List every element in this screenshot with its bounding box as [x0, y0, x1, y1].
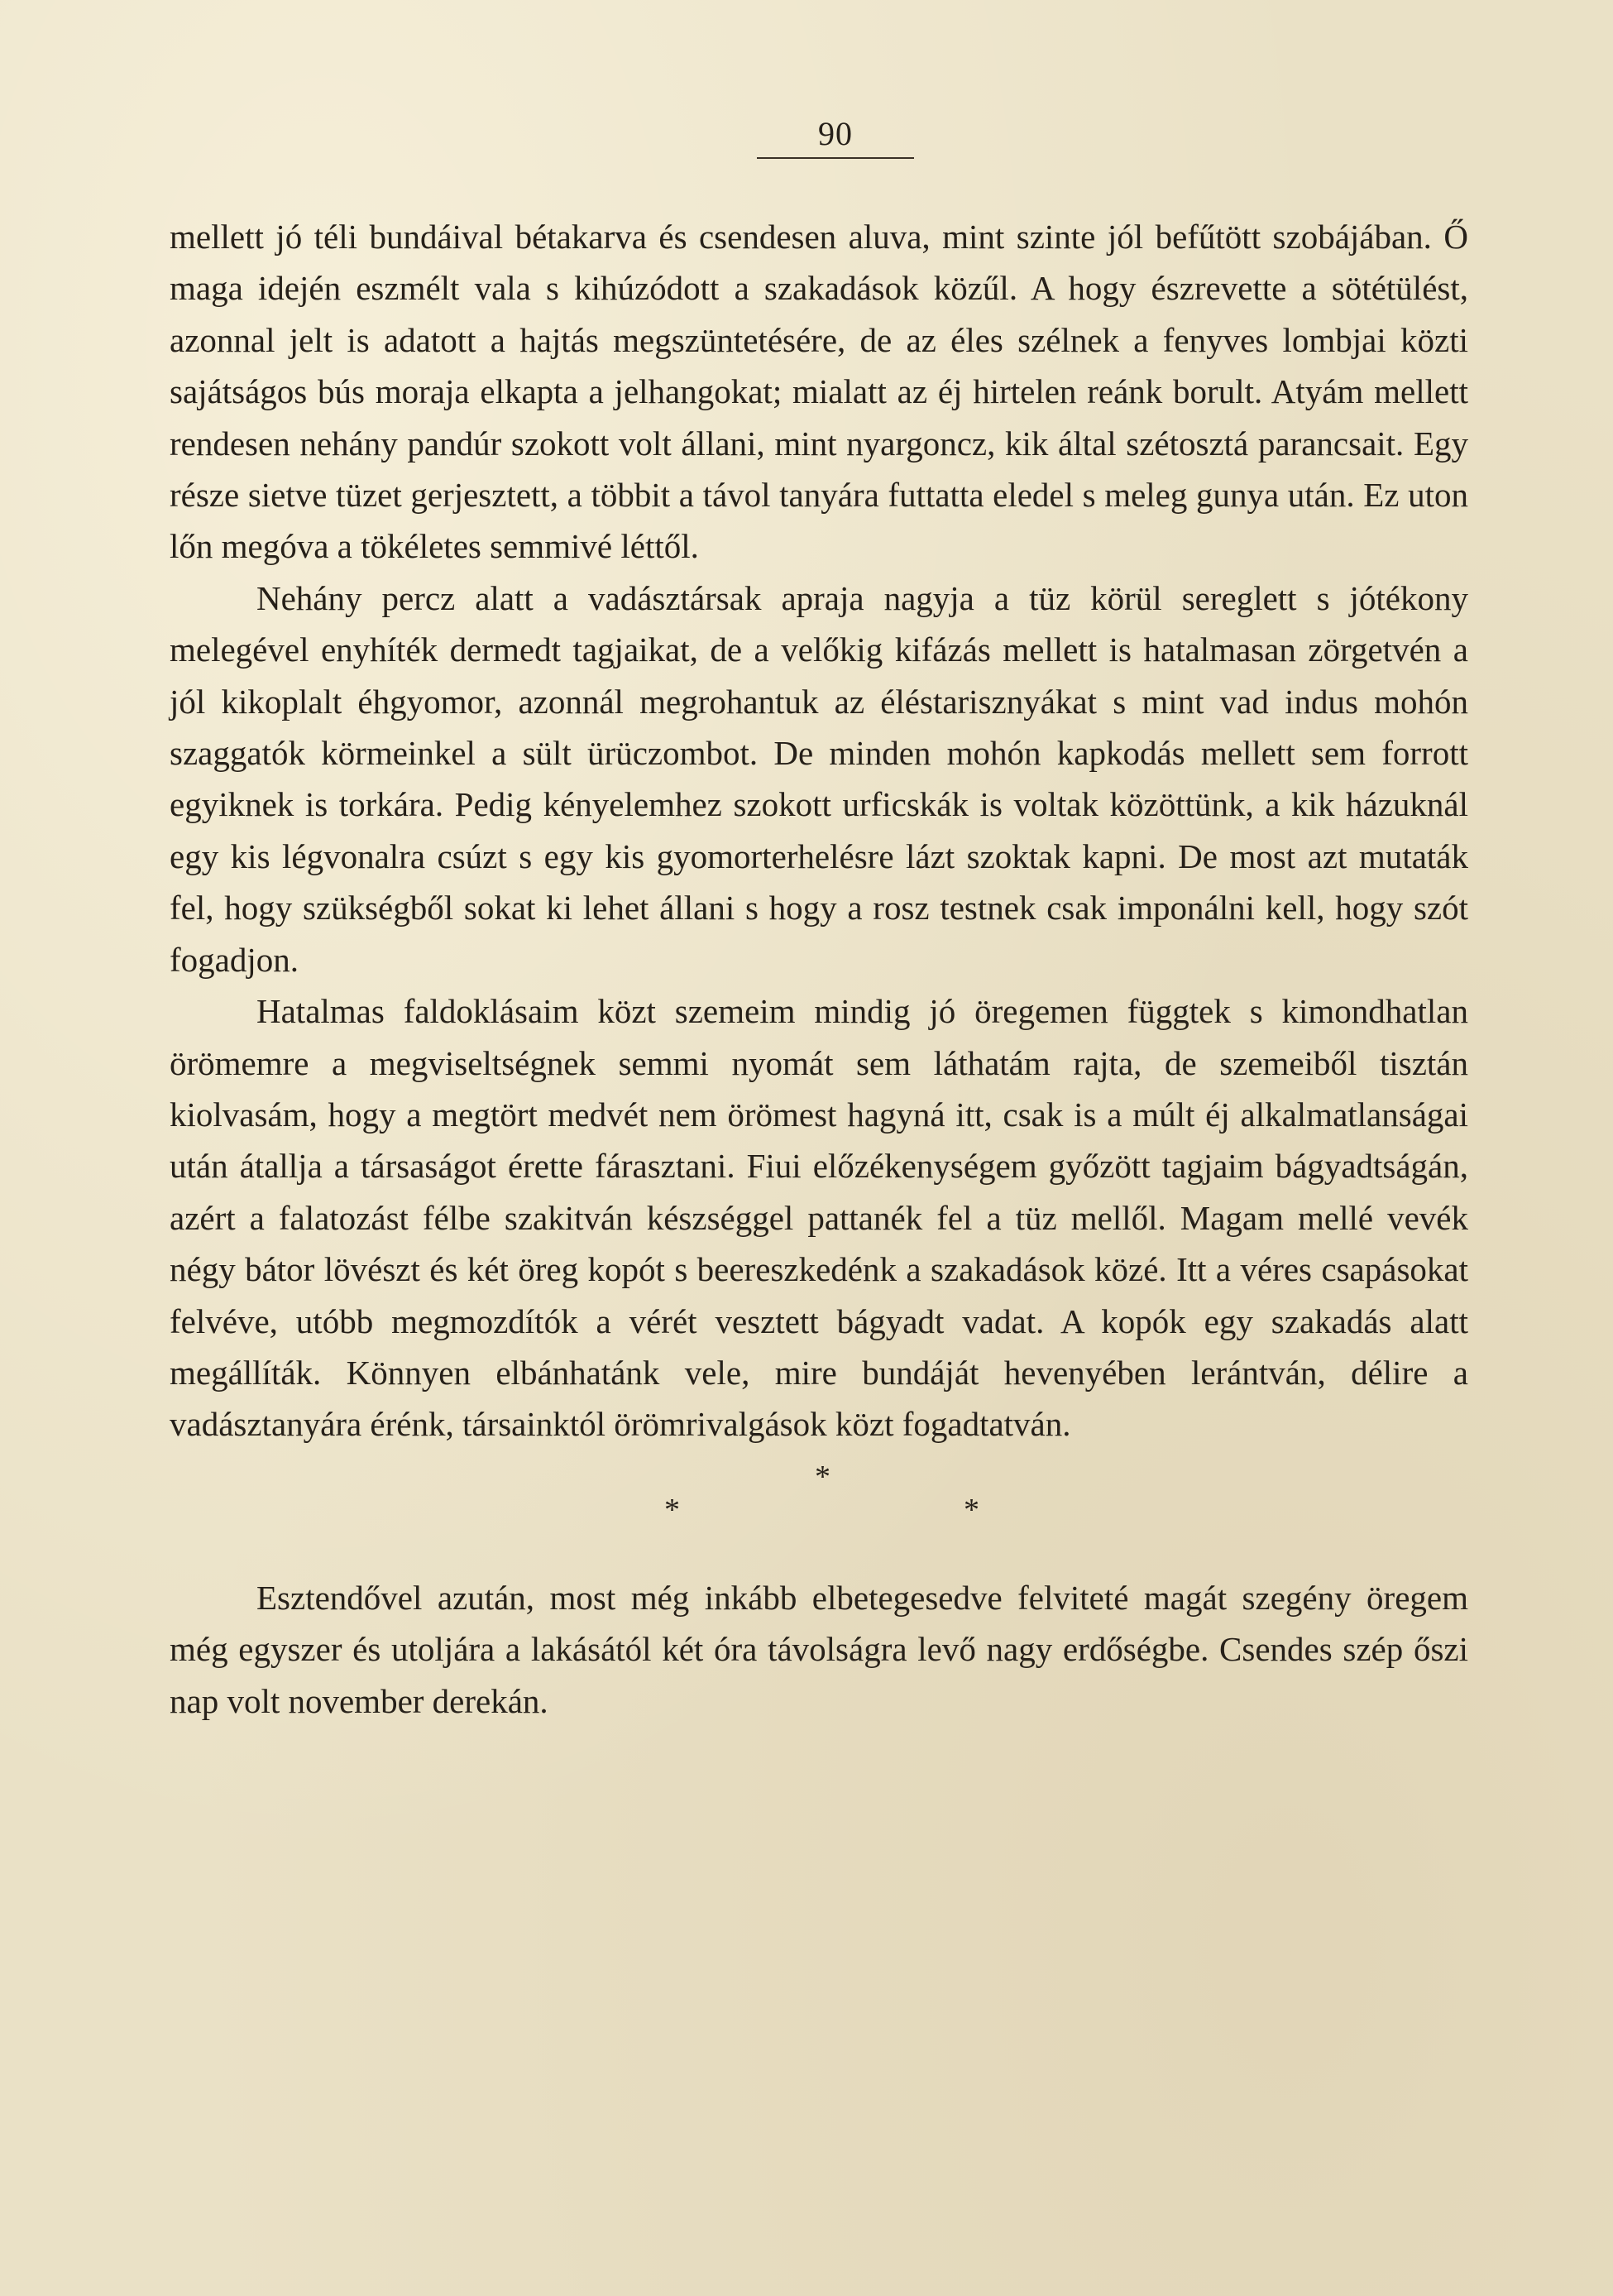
page-header [757, 116, 914, 159]
paragraph-3: Hatalmas faldoklásaim közt szemeim mindig jó öregemen függtek s kimondhatlan örömemre a megviseltségnek semmi nyomát sem láthatám rajta, de szemeiből tisztán kiolvasám, hogy a megtört medvét nem örömest hagyná itt, csak is a múlt éj alkalmatlanságai után átallja a társaságot érette fárasztani. Fiui előzékenységem győzött tagjaim bágyadtságán, azért a falatozást félbe szakitván készséggel pattanék fel a tüz mellől. Magam mellé vevék négy bátor lövészt és két öreg kopót s beereszkedénk a szakadások közé. Itt a véres csapásokat felvéve, utóbb megmozdítók a vérét vesztett bágyadt vadat. A kopók egy szakadás alatt megállíták. Könnyen elbánhatánk vele, mire bundáját hevenyében lerántván, délire a vadásztanyára érénk, társainktól örömrivalgások közt fogadtatván. [170, 992, 1468, 1444]
paragraph-2: Nehány percz alatt a vadásztársak apraja nagyja a tüz körül sereglett s jótékony melegével enyhíték dermedt tagjaikat, de a velőkig kifázás mellett is hatalmasan zörgetvén a jól kikoplalt éhgyomor, azonnál megrohantuk az éléstarisznyákat s mint vad indus mohón szaggatók körmeinkel a sült ürüczombot. De minden mohón kapkodás mellett sem forrott egyiknek is torkára. Pedig kényelemhez szokott urficskák is voltak közöttünk, a kik házuknál egy kis légvonalra csúzt s egy kis gyomorterhelésre lázt szoktak kapni. De most azt mutaták fel, hogy szükségből sokat ki lehet állani s hogy a rosz testnek csak imponálni kell, hogy szót fogadjon. [170, 578, 1468, 979]
page-number: 90 [818, 115, 853, 152]
paragraph-1: mellett jó téli bundáival bétakarva és csendesen aluva, mint szinte jól befűtött szobájában. Ő maga idején eszmélt vala s kihúzódott a szakadások közűl. A hogy észrevette a sötétülést, azonnal jelt is adatott a hajtás megszüntetésére, de az éles szélnek a fenyves lombjai közti sajátságos bús moraja elkapta a jelhangokat; mialatt az éj hirtelen reánk borult. Atyám mellett rendesen nehány pandúr szokott volt állani, mint nyargoncz, kik által szétosztá parancsait. Egy része sietve tüzet gerjesztett, a többit a távol tanyára futtatta eledel s meleg gunya után. Ez uton lőn megóva a tökéletes semmivé léttől. [170, 218, 1468, 566]
asterisk-left: * [664, 1492, 680, 1527]
asterisk-top: * [815, 1459, 830, 1494]
body-text [170, 211, 1468, 1727]
header-rule [757, 157, 914, 159]
asterisk-right: * [964, 1492, 979, 1527]
paragraph-4: Esztendővel azután, most még inkább elbetegesedve felviteté magát szegény öregem még egyszer és utoljára a lakásától két óra távolságra levő nagy erdőségbe. Csendes szép őszi nap volt november derekán. [170, 1578, 1468, 1720]
section-break-asterisks [170, 1452, 1468, 1529]
